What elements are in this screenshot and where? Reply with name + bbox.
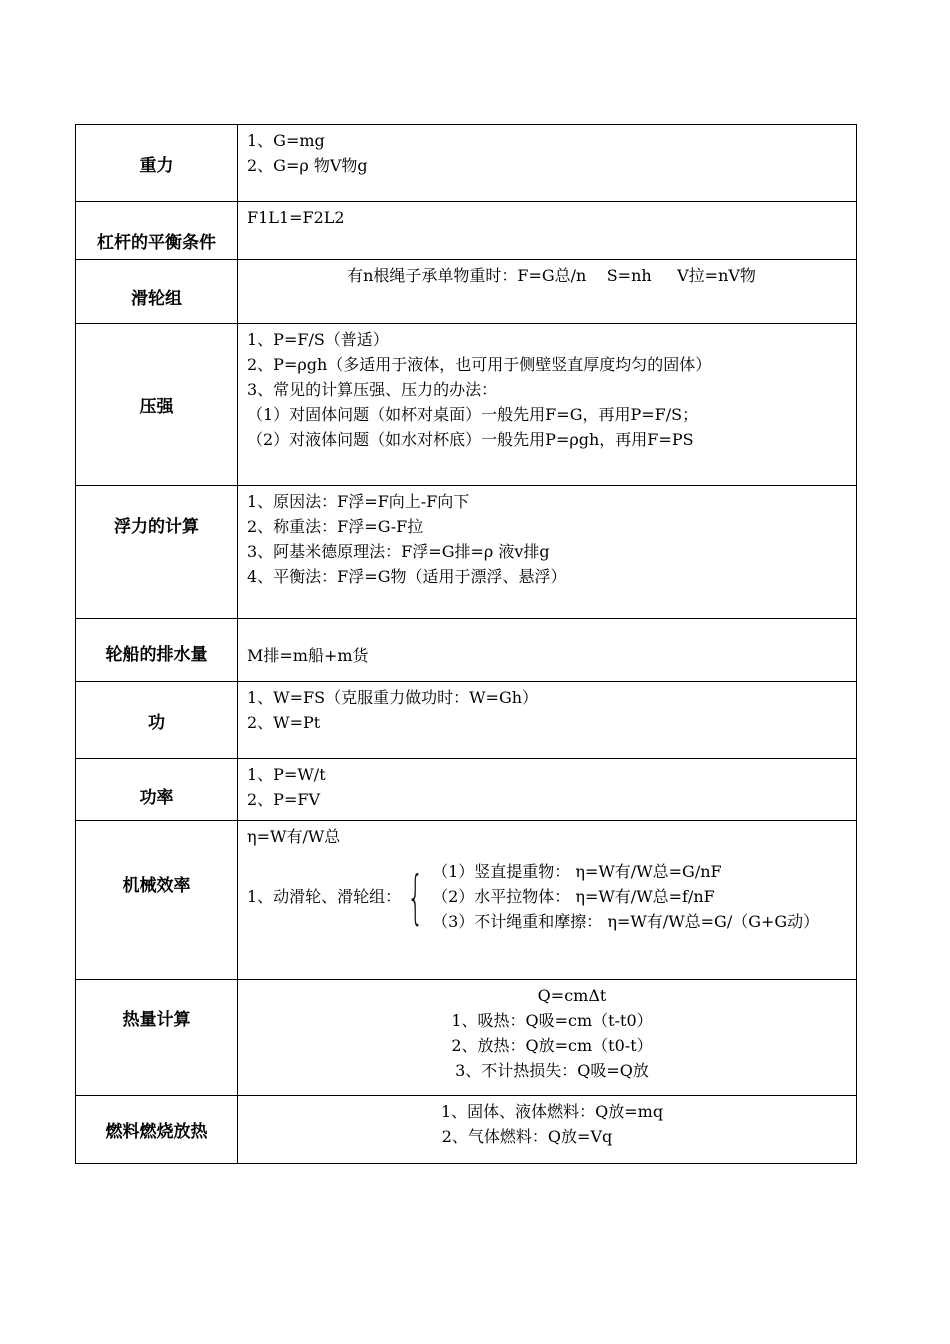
table-row <box>76 324 857 486</box>
table-row <box>76 202 857 260</box>
topic-cell: 压强 <box>76 324 238 486</box>
formula-line: 3、不计热损失：Q吸=Q放 <box>455 1061 649 1080</box>
topic-label: 热量计算 <box>122 1010 191 1030</box>
formula-line: M排=m船+m货 <box>247 646 369 665</box>
formula-cell <box>238 125 857 202</box>
topic-label: 轮船的排水量 <box>105 645 208 665</box>
formula-line: 2、W=Pt <box>247 713 321 732</box>
table-row <box>76 759 857 821</box>
formula-line: 1、原因法：F浮=F向上-F向下 <box>247 492 470 511</box>
formula-line: 1、固体、液体燃料：Q放=mq <box>440 1102 664 1121</box>
formula-line: 2、称重法：F浮=G-F拉 <box>247 517 424 536</box>
left-brace-icon: { <box>407 862 424 931</box>
topic-cell <box>76 260 238 324</box>
formula-cell <box>238 202 857 260</box>
topic-cell <box>76 619 238 682</box>
topic-label: 滑轮组 <box>131 289 182 309</box>
topic-cell <box>76 759 238 821</box>
formula-line: 2、气体燃料：Q放=Vq <box>441 1127 613 1146</box>
table-row <box>76 619 857 682</box>
formula-cell <box>238 324 857 486</box>
table-row <box>76 821 857 980</box>
formula-line: 2、P=FV <box>247 790 321 809</box>
formula-cell <box>238 759 857 821</box>
table-row <box>76 980 857 1096</box>
formula-line: F1L1=F2L2 <box>247 208 345 227</box>
topic-cell <box>76 980 238 1096</box>
table-row <box>76 682 857 759</box>
brace-group <box>247 859 856 934</box>
formula-cell <box>238 821 857 980</box>
table-row <box>76 486 857 619</box>
formula-line: （2）对液体问题（如水对杯底）一般先用P=ρgh，再用F=PS <box>247 430 694 449</box>
topic-label: 功率 <box>139 788 174 808</box>
table-row <box>76 125 857 202</box>
formula-line: 1、动滑轮、滑轮组： <box>247 887 402 906</box>
formula-line: 1、W=FS（克服重力做功时：W=Gh） <box>247 688 539 707</box>
topic-label: 浮力的计算 <box>114 517 199 537</box>
formula-cell <box>238 260 857 324</box>
topic-cell: 重力 <box>76 125 238 202</box>
formula-cell <box>238 980 857 1096</box>
formula-line: Q=cmΔt <box>537 986 607 1005</box>
topic-cell: 功 <box>76 682 238 759</box>
formula-line: η=W有/W总 <box>247 827 341 846</box>
formula-table <box>75 124 857 1164</box>
topic-cell <box>76 821 238 980</box>
formula-line: 4、平衡法：F浮=G物（适用于漂浮、悬浮） <box>247 567 567 586</box>
table-row <box>76 260 857 324</box>
formula-line: 3、阿基米德原理法：F浮=G排=ρ 液v排g <box>247 542 550 561</box>
formula-line: 2、放热：Q放=cm（t0-t） <box>451 1036 653 1055</box>
topic-cell <box>76 486 238 619</box>
formula-cell <box>238 486 857 619</box>
formula-line: （1）对固体问题（如杯对桌面）一般先用F=G，再用P=F/S； <box>247 405 699 424</box>
formula-line: 3、常见的计算压强、压力的办法： <box>247 380 498 399</box>
formula-cell <box>238 619 857 682</box>
formula-line: （2）水平拉物体： η=W有/W总=f/nF <box>432 887 715 906</box>
topic-label: 杠杆的平衡条件 <box>97 233 216 253</box>
formula-line: 1、吸热：Q吸=cm（t-t0） <box>451 1011 653 1030</box>
formula-line: 1、P=W/t <box>247 765 326 784</box>
table-row <box>76 1096 857 1164</box>
formula-line: 1、G=mg <box>247 131 325 150</box>
topic-cell <box>76 202 238 260</box>
formula-line: （3）不计绳重和摩擦： η=W有/W总=G/（G+G动） <box>432 912 820 931</box>
topic-cell: 燃料燃烧放热 <box>76 1096 238 1164</box>
formula-line: （1）竖直提重物： η=W有/W总=G/nF <box>432 862 722 881</box>
formula-line: 2、G=ρ 物V物g <box>247 156 368 175</box>
formula-cell <box>238 1096 857 1164</box>
formula-cell <box>238 682 857 759</box>
formula-line: 有n根绳子承单物重时：F=G总/n S=nh V拉=nV物 <box>347 266 756 285</box>
formula-line: 2、P=ρgh（多适用于液体，也可用于侧壁竖直厚度均匀的固体） <box>247 355 712 374</box>
topic-label: 机械效率 <box>122 876 191 896</box>
formula-line: 1、P=F/S（普适） <box>247 330 389 349</box>
brace-lines <box>432 859 819 934</box>
